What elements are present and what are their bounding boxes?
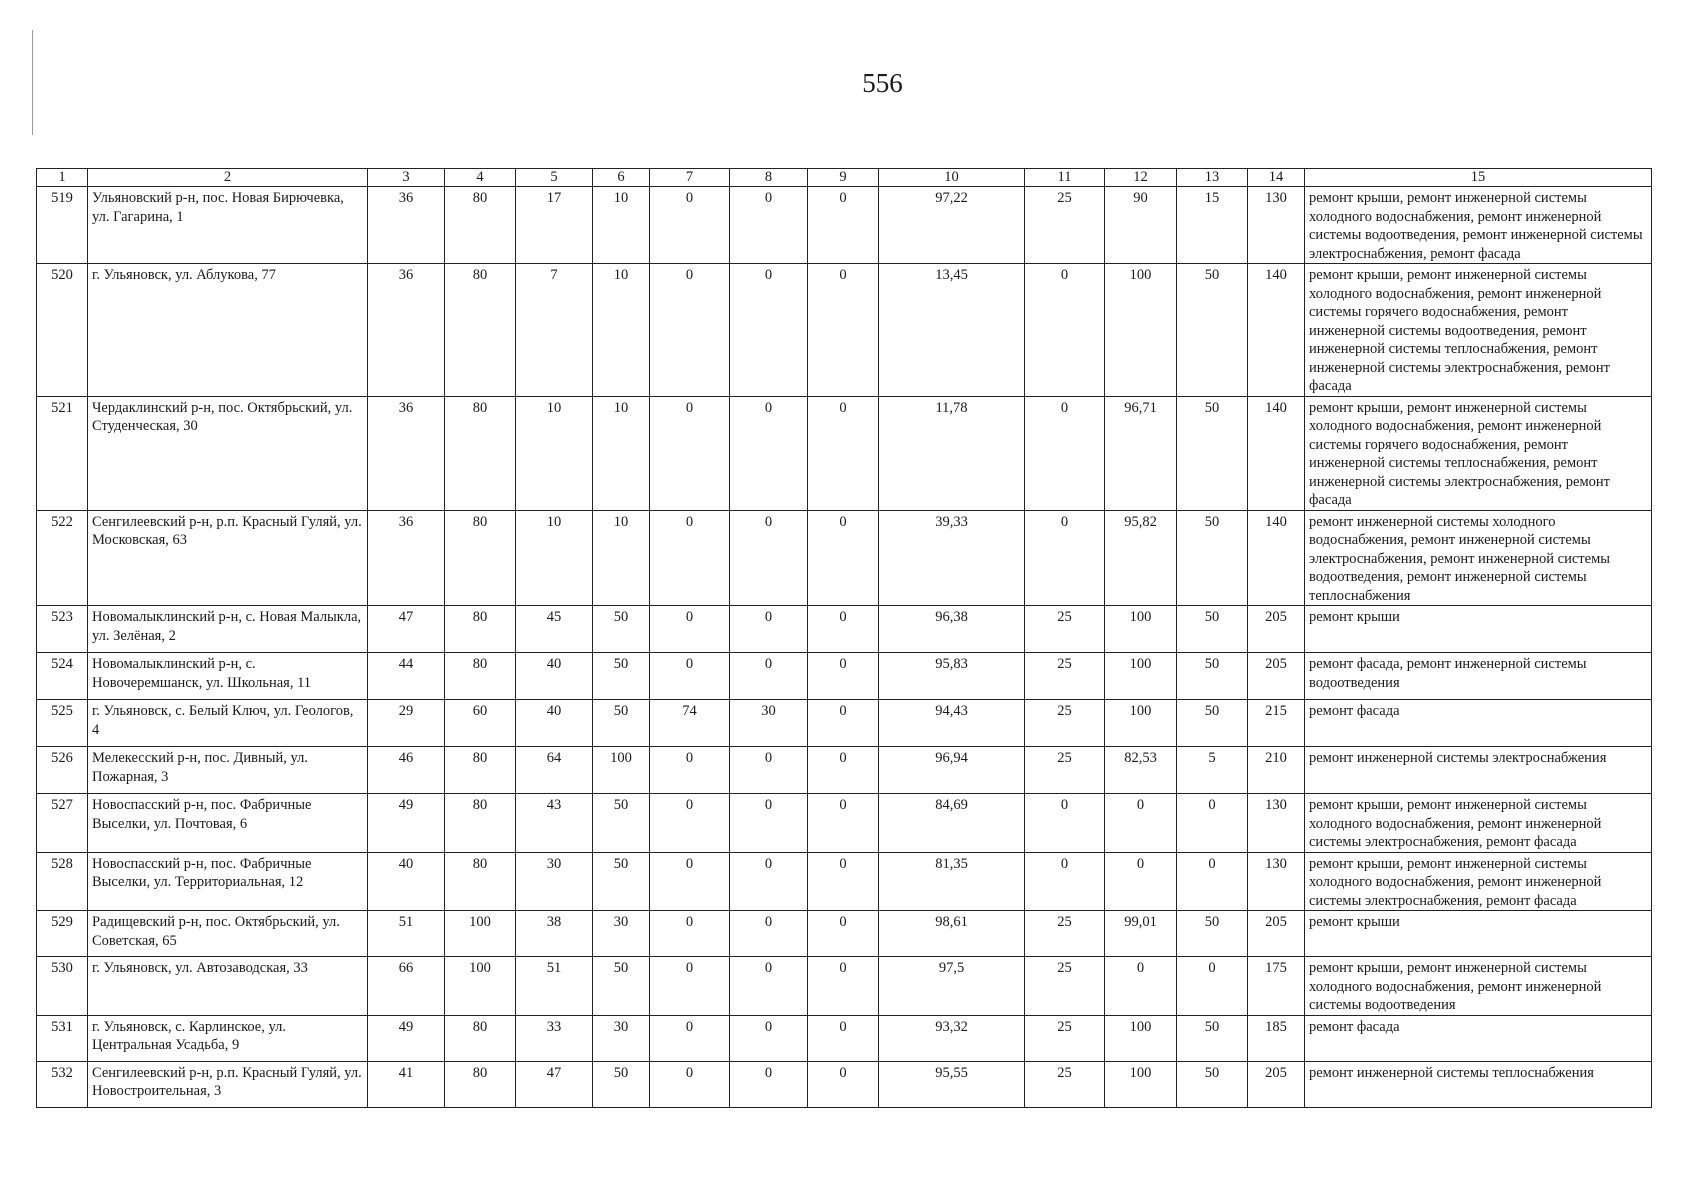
- value-cell-5: 10: [516, 510, 593, 606]
- value-cell-5: 7: [516, 264, 593, 397]
- table-row: [37, 957, 1652, 1016]
- value-cell-14: 130: [1248, 852, 1305, 911]
- works-cell: ремонт фасада: [1305, 700, 1652, 747]
- value-cell-5: 64: [516, 747, 593, 794]
- value-cell-14: 130: [1248, 187, 1305, 264]
- value-cell-14: 140: [1248, 510, 1305, 606]
- works-cell: ремонт крыши: [1305, 911, 1652, 957]
- row-number-cell: 525: [37, 700, 88, 747]
- value-cell-13: 15: [1177, 187, 1248, 264]
- value-cell-12: 0: [1105, 794, 1177, 853]
- value-cell-4: 80: [445, 606, 516, 653]
- value-cell-12: 100: [1105, 1015, 1177, 1061]
- value-cell-8: 0: [730, 911, 808, 957]
- address-cell: г. Ульяновск, с. Карлинское, ул. Центральная Усадьба, 9: [88, 1015, 368, 1061]
- value-cell-4: 80: [445, 1015, 516, 1061]
- value-cell-3: 29: [368, 700, 445, 747]
- value-cell-3: 36: [368, 510, 445, 606]
- works-cell: ремонт крыши, ремонт инженерной системы холодного водоснабжения, ремонт инженерной системы водоотведения: [1305, 957, 1652, 1016]
- column-header: 4: [445, 169, 516, 187]
- value-cell-13: 50: [1177, 606, 1248, 653]
- address-cell: Радищевский р-н, пос. Октябрьский, ул. Советская, 65: [88, 911, 368, 957]
- value-cell-14: 205: [1248, 911, 1305, 957]
- column-header: 8: [730, 169, 808, 187]
- value-cell-14: 140: [1248, 264, 1305, 397]
- address-cell: г. Ульяновск, ул. Автозаводская, 33: [88, 957, 368, 1016]
- value-cell-3: 47: [368, 606, 445, 653]
- column-header: 5: [516, 169, 593, 187]
- value-cell-6: 50: [593, 852, 650, 911]
- value-cell-10: 84,69: [879, 794, 1025, 853]
- value-cell-10: 95,55: [879, 1061, 1025, 1107]
- value-cell-3: 49: [368, 1015, 445, 1061]
- value-cell-13: 5: [1177, 747, 1248, 794]
- value-cell-4: 100: [445, 957, 516, 1016]
- value-cell-7: 0: [650, 606, 730, 653]
- row-number-cell: 522: [37, 510, 88, 606]
- row-number-cell: 531: [37, 1015, 88, 1061]
- value-cell-5: 17: [516, 187, 593, 264]
- value-cell-3: 36: [368, 396, 445, 510]
- value-cell-6: 50: [593, 606, 650, 653]
- column-header: 1: [37, 169, 88, 187]
- value-cell-8: 0: [730, 1015, 808, 1061]
- value-cell-12: 90: [1105, 187, 1177, 264]
- value-cell-3: 46: [368, 747, 445, 794]
- row-number-cell: 528: [37, 852, 88, 911]
- value-cell-11: 25: [1025, 957, 1105, 1016]
- row-number-cell: 530: [37, 957, 88, 1016]
- value-cell-9: 0: [808, 852, 879, 911]
- value-cell-8: 0: [730, 606, 808, 653]
- works-cell: ремонт крыши: [1305, 606, 1652, 653]
- value-cell-5: 40: [516, 653, 593, 700]
- value-cell-6: 100: [593, 747, 650, 794]
- address-cell: г. Ульяновск, ул. Аблукова, 77: [88, 264, 368, 397]
- value-cell-11: 0: [1025, 396, 1105, 510]
- value-cell-8: 0: [730, 510, 808, 606]
- value-cell-13: 0: [1177, 794, 1248, 853]
- value-cell-13: 50: [1177, 911, 1248, 957]
- address-cell: Новомалыклинский р-н, с. Новочеремшанск, ул. Школьная, 11: [88, 653, 368, 700]
- value-cell-8: 30: [730, 700, 808, 747]
- value-cell-13: 50: [1177, 653, 1248, 700]
- value-cell-6: 30: [593, 911, 650, 957]
- value-cell-7: 0: [650, 264, 730, 397]
- value-cell-4: 80: [445, 510, 516, 606]
- value-cell-9: 0: [808, 606, 879, 653]
- value-cell-13: 50: [1177, 1061, 1248, 1107]
- value-cell-9: 0: [808, 510, 879, 606]
- value-cell-14: 210: [1248, 747, 1305, 794]
- value-cell-9: 0: [808, 264, 879, 397]
- value-cell-11: 0: [1025, 510, 1105, 606]
- value-cell-4: 80: [445, 1061, 516, 1107]
- value-cell-5: 38: [516, 911, 593, 957]
- value-cell-3: 41: [368, 1061, 445, 1107]
- table-row: [37, 606, 1652, 653]
- value-cell-7: 0: [650, 911, 730, 957]
- value-cell-6: 50: [593, 794, 650, 853]
- value-cell-3: 51: [368, 911, 445, 957]
- value-cell-11: 25: [1025, 911, 1105, 957]
- value-cell-9: 0: [808, 911, 879, 957]
- value-cell-12: 0: [1105, 852, 1177, 911]
- column-header: 6: [593, 169, 650, 187]
- value-cell-10: 98,61: [879, 911, 1025, 957]
- value-cell-8: 0: [730, 794, 808, 853]
- value-cell-6: 50: [593, 957, 650, 1016]
- row-number-cell: 532: [37, 1061, 88, 1107]
- address-cell: Чердаклинский р-н, пос. Октябрьский, ул. Студенческая, 30: [88, 396, 368, 510]
- value-cell-7: 74: [650, 700, 730, 747]
- value-cell-11: 0: [1025, 852, 1105, 911]
- value-cell-5: 43: [516, 794, 593, 853]
- address-cell: Новоспасский р-н, пос. Фабричные Выселки, ул. Территориальная, 12: [88, 852, 368, 911]
- value-cell-7: 0: [650, 510, 730, 606]
- works-cell: ремонт инженерной системы электроснабжения: [1305, 747, 1652, 794]
- value-cell-7: 0: [650, 653, 730, 700]
- value-cell-11: 25: [1025, 653, 1105, 700]
- value-cell-6: 50: [593, 653, 650, 700]
- value-cell-14: 215: [1248, 700, 1305, 747]
- works-cell: ремонт фасада, ремонт инженерной системы водоотведения: [1305, 653, 1652, 700]
- value-cell-7: 0: [650, 187, 730, 264]
- row-number-cell: 529: [37, 911, 88, 957]
- column-header: 3: [368, 169, 445, 187]
- row-number-cell: 527: [37, 794, 88, 853]
- value-cell-11: 25: [1025, 187, 1105, 264]
- value-cell-8: 0: [730, 747, 808, 794]
- value-cell-5: 30: [516, 852, 593, 911]
- row-number-cell: 523: [37, 606, 88, 653]
- value-cell-4: 80: [445, 794, 516, 853]
- value-cell-13: 50: [1177, 264, 1248, 397]
- value-cell-8: 0: [730, 957, 808, 1016]
- value-cell-14: 175: [1248, 957, 1305, 1016]
- table-row: [37, 700, 1652, 747]
- table-row: [37, 852, 1652, 911]
- value-cell-12: 100: [1105, 700, 1177, 747]
- value-cell-10: 96,38: [879, 606, 1025, 653]
- value-cell-7: 0: [650, 1061, 730, 1107]
- value-cell-12: 96,71: [1105, 396, 1177, 510]
- value-cell-9: 0: [808, 653, 879, 700]
- value-cell-9: 0: [808, 1015, 879, 1061]
- value-cell-6: 10: [593, 264, 650, 397]
- address-cell: Новоспасский р-н, пос. Фабричные Выселки, ул. Почтовая, 6: [88, 794, 368, 853]
- value-cell-5: 47: [516, 1061, 593, 1107]
- value-cell-4: 80: [445, 187, 516, 264]
- value-cell-3: 40: [368, 852, 445, 911]
- value-cell-11: 25: [1025, 747, 1105, 794]
- value-cell-14: 130: [1248, 794, 1305, 853]
- table-row: [37, 747, 1652, 794]
- value-cell-10: 97,22: [879, 187, 1025, 264]
- value-cell-4: 60: [445, 700, 516, 747]
- value-cell-5: 45: [516, 606, 593, 653]
- column-header: 10: [879, 169, 1025, 187]
- value-cell-10: 81,35: [879, 852, 1025, 911]
- value-cell-9: 0: [808, 794, 879, 853]
- value-cell-8: 0: [730, 187, 808, 264]
- value-cell-10: 96,94: [879, 747, 1025, 794]
- value-cell-8: 0: [730, 852, 808, 911]
- value-cell-4: 100: [445, 911, 516, 957]
- table-row: [37, 1015, 1652, 1061]
- value-cell-12: 0: [1105, 957, 1177, 1016]
- value-cell-14: 205: [1248, 606, 1305, 653]
- column-header: 15: [1305, 169, 1652, 187]
- value-cell-14: 205: [1248, 653, 1305, 700]
- table-body: [37, 187, 1652, 1108]
- value-cell-4: 80: [445, 396, 516, 510]
- value-cell-12: 100: [1105, 606, 1177, 653]
- value-cell-7: 0: [650, 1015, 730, 1061]
- value-cell-3: 36: [368, 187, 445, 264]
- value-cell-6: 10: [593, 510, 650, 606]
- value-cell-12: 82,53: [1105, 747, 1177, 794]
- value-cell-11: 25: [1025, 1061, 1105, 1107]
- value-cell-4: 80: [445, 264, 516, 397]
- table-row: [37, 1061, 1652, 1107]
- value-cell-11: 25: [1025, 700, 1105, 747]
- page-number: 556: [862, 68, 903, 98]
- value-cell-8: 0: [730, 264, 808, 397]
- data-table: [36, 168, 1652, 1108]
- works-cell: ремонт крыши, ремонт инженерной системы холодного водоснабжения, ремонт инженерной системы электроснабжения, ремонт фасада: [1305, 794, 1652, 853]
- value-cell-10: 95,83: [879, 653, 1025, 700]
- value-cell-9: 0: [808, 1061, 879, 1107]
- value-cell-12: 100: [1105, 1061, 1177, 1107]
- column-header: 12: [1105, 169, 1177, 187]
- value-cell-5: 10: [516, 396, 593, 510]
- table-row: [37, 264, 1652, 397]
- works-cell: ремонт инженерной системы теплоснабжения: [1305, 1061, 1652, 1107]
- value-cell-5: 33: [516, 1015, 593, 1061]
- value-cell-6: 10: [593, 187, 650, 264]
- value-cell-12: 95,82: [1105, 510, 1177, 606]
- table-row: [37, 794, 1652, 853]
- value-cell-9: 0: [808, 957, 879, 1016]
- value-cell-13: 0: [1177, 852, 1248, 911]
- value-cell-7: 0: [650, 747, 730, 794]
- value-cell-6: 50: [593, 1061, 650, 1107]
- value-cell-12: 100: [1105, 653, 1177, 700]
- row-number-cell: 521: [37, 396, 88, 510]
- works-cell: ремонт крыши, ремонт инженерной системы холодного водоснабжения, ремонт инженерной системы горячего водоснабжения, ремонт инженерной системы теплоснабжения, ремонт инженерной системы электроснабжения, ремонт фасада: [1305, 396, 1652, 510]
- table-row: [37, 911, 1652, 957]
- value-cell-13: 0: [1177, 957, 1248, 1016]
- value-cell-6: 30: [593, 1015, 650, 1061]
- value-cell-4: 80: [445, 747, 516, 794]
- row-number-cell: 520: [37, 264, 88, 397]
- value-cell-11: 0: [1025, 794, 1105, 853]
- address-cell: Ульяновский р-н, пос. Новая Бирючевка, ул. Гагарина, 1: [88, 187, 368, 264]
- header-row: [37, 169, 1652, 187]
- column-header: 13: [1177, 169, 1248, 187]
- works-cell: ремонт крыши, ремонт инженерной системы холодного водоснабжения, ремонт инженерной системы электроснабжения, ремонт фасада: [1305, 852, 1652, 911]
- value-cell-9: 0: [808, 396, 879, 510]
- value-cell-10: 11,78: [879, 396, 1025, 510]
- value-cell-7: 0: [650, 852, 730, 911]
- row-number-cell: 524: [37, 653, 88, 700]
- value-cell-7: 0: [650, 957, 730, 1016]
- value-cell-11: 25: [1025, 1015, 1105, 1061]
- works-cell: ремонт инженерной системы холодного водоснабжения, ремонт инженерной системы электроснабжения, ремонт инженерной системы водоотведения, ремонт инженерной системы теплоснабжения: [1305, 510, 1652, 606]
- value-cell-6: 10: [593, 396, 650, 510]
- value-cell-11: 0: [1025, 264, 1105, 397]
- value-cell-4: 80: [445, 653, 516, 700]
- value-cell-12: 100: [1105, 264, 1177, 397]
- address-cell: Мелекесский р-н, пос. Дивный, ул. Пожарная, 3: [88, 747, 368, 794]
- works-cell: ремонт фасада: [1305, 1015, 1652, 1061]
- value-cell-4: 80: [445, 852, 516, 911]
- column-header: 9: [808, 169, 879, 187]
- value-cell-8: 0: [730, 396, 808, 510]
- value-cell-9: 0: [808, 747, 879, 794]
- table-row: [37, 653, 1652, 700]
- row-number-cell: 519: [37, 187, 88, 264]
- value-cell-14: 205: [1248, 1061, 1305, 1107]
- value-cell-12: 99,01: [1105, 911, 1177, 957]
- value-cell-14: 140: [1248, 396, 1305, 510]
- value-cell-3: 49: [368, 794, 445, 853]
- value-cell-9: 0: [808, 700, 879, 747]
- address-cell: Новомалыклинский р-н, с. Новая Малыкла, ул. Зелёная, 2: [88, 606, 368, 653]
- value-cell-14: 185: [1248, 1015, 1305, 1061]
- address-cell: г. Ульяновск, с. Белый Ключ, ул. Геологов, 4: [88, 700, 368, 747]
- column-header: 7: [650, 169, 730, 187]
- address-cell: Сенгилеевский р-н, р.п. Красный Гуляй, ул. Новостроительная, 3: [88, 1061, 368, 1107]
- value-cell-13: 50: [1177, 700, 1248, 747]
- works-cell: ремонт крыши, ремонт инженерной системы холодного водоснабжения, ремонт инженерной системы горячего водоснабжения, ремонт инженерной системы водоотведения, ремонт инженерной системы теплоснабжения, ремонт инженерной системы электроснабжения, ремонт фасада: [1305, 264, 1652, 397]
- value-cell-9: 0: [808, 187, 879, 264]
- value-cell-13: 50: [1177, 396, 1248, 510]
- value-cell-8: 0: [730, 1061, 808, 1107]
- value-cell-7: 0: [650, 396, 730, 510]
- value-cell-6: 50: [593, 700, 650, 747]
- value-cell-3: 66: [368, 957, 445, 1016]
- column-header: 2: [88, 169, 368, 187]
- works-cell: ремонт крыши, ремонт инженерной системы холодного водоснабжения, ремонт инженерной системы водоотведения, ремонт инженерной системы электроснабжения, ремонт фасада: [1305, 187, 1652, 264]
- value-cell-10: 13,45: [879, 264, 1025, 397]
- value-cell-13: 50: [1177, 510, 1248, 606]
- column-header: 11: [1025, 169, 1105, 187]
- value-cell-13: 50: [1177, 1015, 1248, 1061]
- value-cell-5: 40: [516, 700, 593, 747]
- column-header: 14: [1248, 169, 1305, 187]
- value-cell-10: 94,43: [879, 700, 1025, 747]
- address-cell: Сенгилеевский р-н, р.п. Красный Гуляй, ул. Московская, 63: [88, 510, 368, 606]
- table-row: [37, 396, 1652, 510]
- table-row: [37, 187, 1652, 264]
- value-cell-5: 51: [516, 957, 593, 1016]
- value-cell-7: 0: [650, 794, 730, 853]
- value-cell-10: 39,33: [879, 510, 1025, 606]
- table-row: [37, 510, 1652, 606]
- value-cell-10: 97,5: [879, 957, 1025, 1016]
- value-cell-10: 93,32: [879, 1015, 1025, 1061]
- value-cell-11: 25: [1025, 606, 1105, 653]
- value-cell-3: 36: [368, 264, 445, 397]
- value-cell-3: 44: [368, 653, 445, 700]
- row-number-cell: 526: [37, 747, 88, 794]
- value-cell-8: 0: [730, 653, 808, 700]
